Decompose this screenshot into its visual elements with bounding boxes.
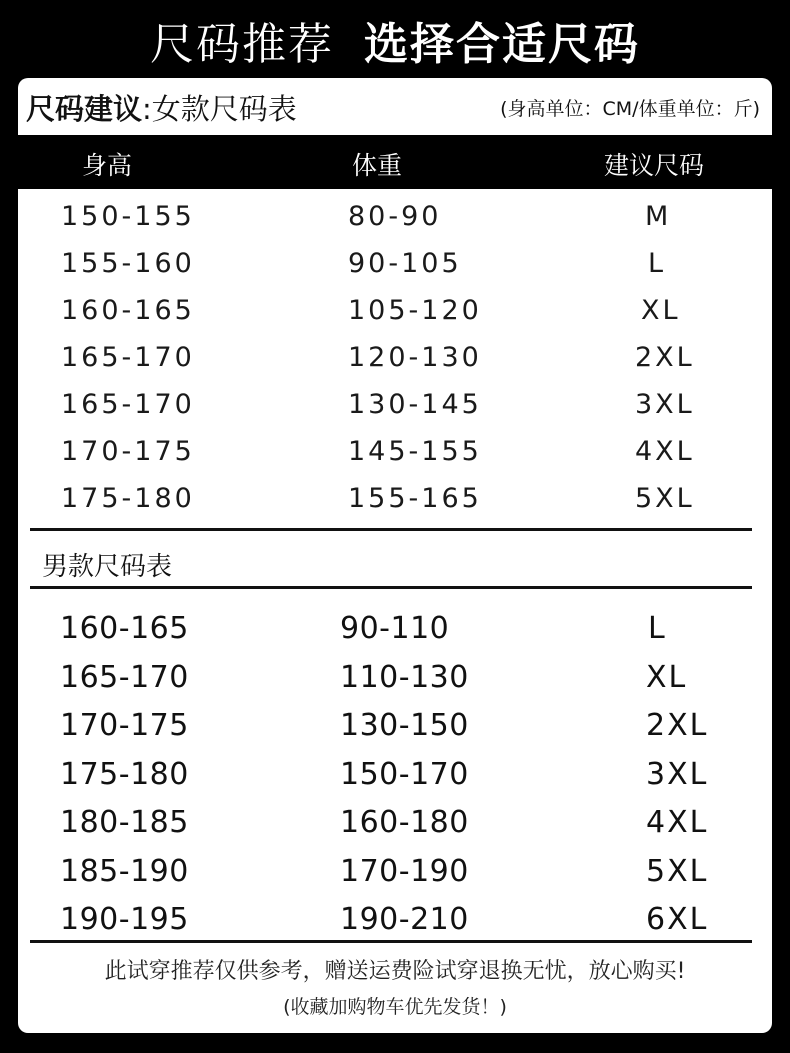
height-cell: 175-180 <box>60 756 189 792</box>
size-cell: L <box>648 248 667 279</box>
column-header-weight: 体重 <box>352 151 403 180</box>
size-cell: XL <box>641 295 681 326</box>
column-header-height: 身高 <box>82 151 133 180</box>
subtitle-label-bold: 尺码建议 <box>26 91 143 126</box>
height-cell: 170-175 <box>61 436 195 467</box>
size-cell: 2XL <box>646 708 709 743</box>
table-row <box>18 702 772 751</box>
subtitle-label <box>26 87 297 128</box>
table-row <box>18 799 772 848</box>
table-row <box>18 896 772 945</box>
table-row <box>18 477 772 524</box>
size-cell: L <box>648 611 667 646</box>
size-cell: 4XL <box>646 805 709 840</box>
size-cell: 2XL <box>635 342 695 373</box>
height-cell: 180-185 <box>60 805 189 840</box>
height-cell: 175-180 <box>61 483 195 514</box>
weight-cell: 155-165 <box>348 483 482 514</box>
weight-cell: 110-130 <box>340 659 469 695</box>
page-title-right: 选择合适尺码 <box>364 19 640 70</box>
footer-note: 此试穿推荐仅供参考，赠送运费险试穿退换无忧，放心购买! <box>104 959 686 984</box>
table-row <box>18 605 772 654</box>
divider <box>30 586 752 589</box>
weight-cell: 90-105 <box>348 248 462 279</box>
weight-cell: 105-120 <box>348 295 482 326</box>
size-cell: 4XL <box>635 436 695 467</box>
size-cell: 5XL <box>646 853 709 889</box>
column-header-bar <box>18 135 772 189</box>
subtitle-bar <box>26 84 766 130</box>
divider <box>30 940 752 943</box>
table-row <box>18 336 772 383</box>
weight-cell: 190-210 <box>340 902 469 937</box>
unit-note: (身高单位：CM/体重单位：斤) <box>500 97 760 120</box>
table-row <box>18 751 772 800</box>
subtitle-label-rest: :女款尺码表 <box>142 91 297 126</box>
weight-cell: 120-130 <box>348 342 482 373</box>
weight-cell: 130-150 <box>340 708 469 743</box>
page-title-left: 尺码推荐 <box>150 19 334 70</box>
height-cell: 170-175 <box>60 708 189 743</box>
table-row <box>18 195 772 242</box>
table-row <box>18 848 772 897</box>
page-header <box>0 0 790 80</box>
column-header-size: 建议尺码 <box>604 151 705 180</box>
table-row <box>18 654 772 703</box>
size-cell: XL <box>646 659 688 695</box>
women-size-table <box>18 195 772 524</box>
size-cell: 3XL <box>635 389 695 420</box>
size-cell: 5XL <box>635 483 695 514</box>
size-cell: 3XL <box>646 756 709 792</box>
weight-cell: 80-90 <box>348 201 442 232</box>
weight-cell: 130-145 <box>348 389 482 420</box>
height-cell: 165-170 <box>61 389 195 420</box>
size-cell: M <box>645 201 672 232</box>
table-row <box>18 289 772 336</box>
men-size-table <box>18 605 772 945</box>
height-cell: 150-155 <box>61 201 195 232</box>
divider <box>30 528 752 531</box>
height-cell: 160-165 <box>61 295 195 326</box>
size-cell: 6XL <box>646 902 709 937</box>
table-row <box>18 430 772 477</box>
size-chart-card <box>18 78 772 1033</box>
weight-cell: 145-155 <box>348 436 482 467</box>
weight-cell: 160-180 <box>340 805 469 840</box>
table-row <box>18 383 772 430</box>
weight-cell: 90-110 <box>340 611 450 646</box>
weight-cell: 150-170 <box>340 756 469 792</box>
height-cell: 165-170 <box>61 342 195 373</box>
height-cell: 155-160 <box>61 248 195 279</box>
height-cell: 185-190 <box>60 853 189 889</box>
footer-subnote: (收藏加购物车优先发货！) <box>283 996 507 1018</box>
height-cell: 160-165 <box>60 611 189 646</box>
height-cell: 190-195 <box>60 902 189 937</box>
weight-cell: 170-190 <box>340 853 469 889</box>
height-cell: 165-170 <box>60 659 189 695</box>
men-section-title: 男款尺码表 <box>42 552 173 582</box>
table-row <box>18 242 772 289</box>
